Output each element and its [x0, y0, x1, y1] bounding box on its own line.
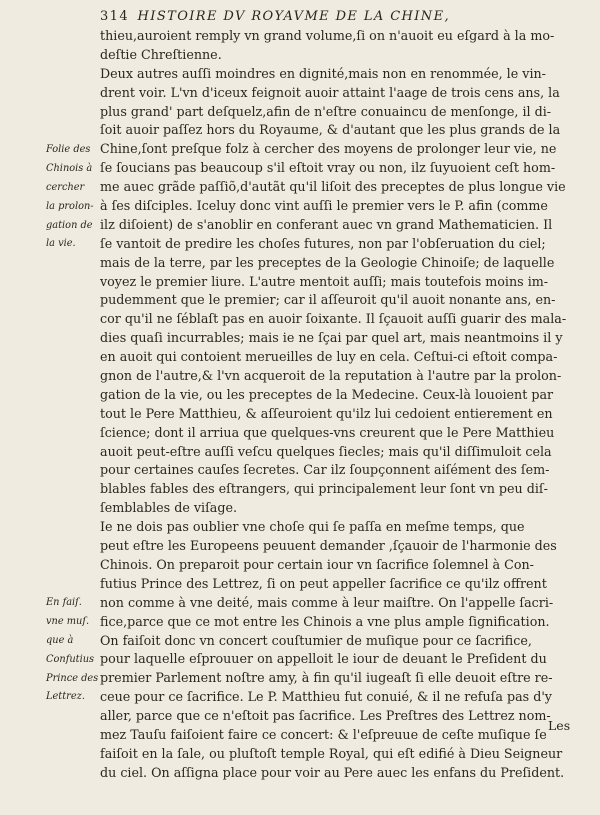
margin-note-line: Chinois à: [46, 162, 93, 174]
text-line: pudemment que le premier; car il aſſeuroit qu'il auoit nonante ans, en-: [100, 292, 556, 308]
text-line: voyez le premier liure. L'autre mentoit auſſi; mais toutefois moins im-: [100, 273, 549, 289]
margin-note: [46, 594, 100, 707]
text-line: pour laquelle eſprouuer on appelloit le iour de deuant le Preſident du: [100, 651, 547, 667]
margin-note-line: En faiſ.: [46, 597, 82, 608]
text-line: Chinois. On preparoit pour certain iour vn ſacrifice ſolemnel à Con-: [100, 556, 534, 572]
text-line: premier Parlement noſtre amy, à fin qu'il iugeaſt ſi elle deuoit eſtre re-: [100, 670, 553, 686]
text-line: cor qu'il ne ſéblaſt pas en auoir ſoixante. Il ſçauoit auſſi guarir des mala-: [100, 311, 567, 327]
running-header: [100, 6, 580, 28]
text-line: pour certaines cauſes ſecretes. Car ilz ſoupçonnent aiſément des ſem-: [100, 462, 550, 478]
text-line: blables fables des eſtrangers, qui principalement leur ſont vn peu diſ-: [100, 481, 548, 497]
margin-note-line: Folie des: [46, 144, 91, 155]
page-number: 314: [100, 9, 130, 24]
margin-note-line: vne muſ.: [46, 615, 90, 627]
margin-note-line: Lettrez.: [46, 691, 85, 703]
text-line: mez Tauſu faiſoient faire ce concert: & l'eſpreuue de ceſte muſique ſe: [100, 726, 547, 742]
text-line: mais de la terre, par les preceptes de la Geologie Chinoiſe; de laquelle: [100, 254, 555, 270]
margin-note-line: la vie.: [46, 238, 76, 250]
text-line: auoit peut-eſtre auſſi veſcu quelques ſiecles; mais qu'il diſſimuloit cela: [100, 443, 552, 459]
margin-note: [46, 141, 100, 254]
text-line: aller, parce que ce n'eſtoit pas ſacrifice. Les Preſtres des Lettrez nom-: [100, 708, 551, 724]
running-title: HISTOIRE DV ROYAVME DE LA CHINE,: [137, 9, 451, 24]
text-line: Chine,ſont preſque folz à cercher des moyens de prolonger leur vie, ne: [100, 141, 557, 157]
text-line: gnon de l'autre,& l'vn acqueroit de la reputation à l'autre par la prolon-: [100, 368, 562, 384]
text-line: Deux autres auſſi moindres en dignité,mais non en renommée, le vin-: [100, 65, 546, 81]
text-line: deſtie Chreſtienne.: [100, 46, 222, 62]
text-line: On faiſoit donc vn concert couſtumier de muſique pour ce ſacrifice,: [100, 632, 532, 648]
text-line: Ie ne dois pas oublier vne choſe qui ſe paſſa en meſme temps, que: [100, 519, 525, 535]
text-line: thieu,auroient remply vn grand volume,ſi on n'auoit eu eſgard à la mo-: [100, 28, 555, 43]
text-line: me auec grãde paſſiõ,d'autãt qu'il liſoit des preceptes de plus longue vie: [100, 179, 566, 195]
text-line: ſoit auoir paſſez hors du Royaume, & d'autant que les plus grands de la: [100, 122, 561, 138]
margin-note-line: que à: [46, 634, 74, 646]
text-line: peut eſtre les Europeens peuuent demander ,ſçauoir de l'harmonie des: [100, 538, 557, 554]
margin-note-line: Prince des: [46, 672, 99, 684]
catchword: Les: [548, 718, 571, 733]
text-line: dies quaſi incurrables; mais ie ne ſçai par quel art, mais neantmoins il y: [100, 330, 563, 346]
text-line: ſcience; dont il arriua que quelques-vns creurent que le Pere Matthieu: [100, 424, 555, 440]
text-line: futius Prince des Lettrez, ſi on peut appeller ſacrifice ce qu'ilz offrent: [100, 575, 547, 591]
text-line: en auoit qui contoient merueilles de luy en cela. Ceſtui-ci eſtoit compa-: [100, 349, 558, 365]
text-line: fice,parce que ce mot entre les Chinois a vne plus ample ſignification.: [100, 613, 550, 629]
margin-note-line: Confutius: [46, 653, 95, 665]
margin-note-line: cercher: [46, 181, 85, 193]
text-line: ſe vantoit de predire les choſes futures, non par l'obſeruation du ciel;: [100, 235, 546, 251]
body-text: [100, 27, 577, 783]
text-line: ſe ſoucians pas beaucoup s'il eſtoit vray ou non, ilz ſuyuoient ceſt hom-: [100, 160, 556, 176]
text-line: ceue pour ce ſacrifice. Le P. Matthieu fut conuié, & il ne refuſa pas d'y: [100, 689, 552, 705]
text-line: drent voir. L'vn d'iceux feignoit auoir attaint l'aage de trois cens ans, la: [100, 84, 560, 100]
text-line: ilz diſoient) de s'anoblir en conferant auec vn grand Mathematicien. Il: [100, 216, 553, 232]
margin-note-line: gation de: [46, 219, 93, 231]
text-line: gation de la vie, ou les preceptes de la Medecine. Ceux-là louoient par: [100, 386, 554, 402]
text-line: non comme à vne deité, mais comme à leur maiſtre. On l'appelle ſacri-: [100, 594, 554, 610]
text-line: tout le Pere Matthieu, & aſſeuroient qu'ilz lui cedoient entierement en: [100, 405, 553, 421]
text-line: faiſoit en la ſale, ou pluſtoſt temple Royal, qui eſt edifié à Dieu Seigneur: [100, 745, 563, 761]
text-line: ſemblables de viſage.: [100, 500, 238, 516]
margin-note-line: la prolon-: [46, 200, 94, 212]
text-line: du ciel. On aſſigna place pour voir au Pere auec les enfans du Preſident.: [100, 764, 565, 780]
text-line: à ſes diſciples. Iceluy donc vint auſſi le premier vers le P. afin (comme: [100, 198, 548, 214]
text-line: plus grand' part deſquelz,afin de n'eſtre conuaincu de menſonge, il di-: [100, 103, 552, 119]
